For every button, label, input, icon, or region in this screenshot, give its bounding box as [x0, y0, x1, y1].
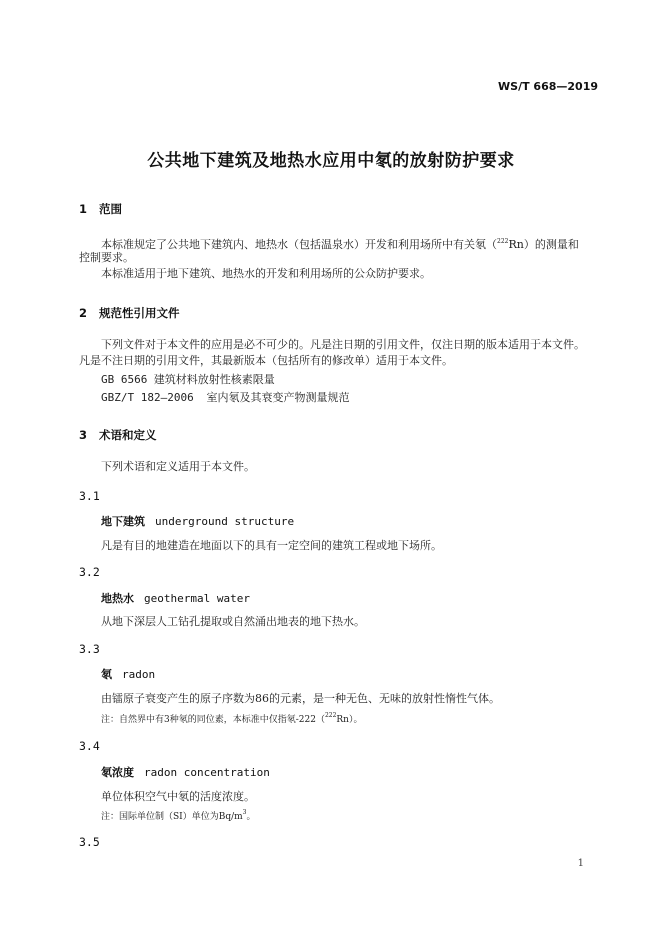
term-number: 3.4 [79, 739, 100, 753]
section-3-number: 3 [79, 428, 88, 442]
term-heading [101, 513, 294, 529]
term-en: radon concentration [144, 766, 270, 779]
term-zh: 氡 [101, 668, 112, 681]
term-note [101, 712, 362, 725]
term-zh: 地下建筑 [101, 515, 145, 528]
text-span: 注：自然界中有3种氡的同位素，本标准中仅指氡-222（ [101, 715, 325, 725]
section-2-title: 规范性引用文件 [99, 306, 180, 320]
term-zh: 氡浓度 [101, 766, 134, 779]
term-en: underground structure [155, 515, 295, 528]
section-1-title: 范围 [99, 202, 122, 216]
section-1-heading [79, 201, 122, 217]
term-note [101, 809, 256, 822]
term-number: 3.1 [79, 489, 100, 503]
term-definition: 由镭原子衰变产生的原子序数为86的元素，是一种无色、无味的放射性惰性气体。 [101, 692, 500, 705]
text-span: Rn）的测量和 [508, 238, 579, 251]
text-span: 注：国际单位制（SI）单位为Bq/m [101, 812, 243, 822]
reference-title: 建筑材料放射性核素限量 [153, 373, 275, 386]
term-zh: 地热水 [101, 592, 134, 605]
text-span: 本标准规定了公共地下建筑内、地热水（包括温泉水）开发和利用场所中有关氡（ [101, 238, 497, 251]
term-number: 3.5 [79, 835, 100, 849]
section-3-title: 术语和定义 [99, 428, 157, 442]
term-definition: 单位体积空气中氡的活度浓度。 [101, 790, 255, 803]
section-3-heading [79, 427, 157, 443]
reference-item [101, 372, 275, 388]
section-3-intro: 下列术语和定义适用于本文件。 [101, 460, 255, 473]
term-en: geothermal water [144, 592, 250, 605]
section-2-heading [79, 305, 180, 321]
isotope-superscript: 222 [324, 712, 337, 719]
term-number: 3.2 [79, 565, 100, 579]
section-2-number: 2 [79, 306, 88, 320]
text-span: 。 [246, 812, 256, 822]
reference-code: GB 6566 [101, 373, 148, 386]
term-definition: 凡是有目的地建造在地面以下的具有一定空间的建筑工程或地下场所。 [101, 539, 442, 552]
term-heading [101, 590, 250, 606]
reference-item [101, 390, 349, 406]
section-1-number: 1 [79, 202, 88, 216]
reference-title: 室内氡及其衰变产物测量规范 [206, 391, 350, 404]
section-1-paragraph-1-line-1 [101, 234, 579, 253]
unit-superscript: 3 [242, 809, 247, 816]
section-1-paragraph-2: 本标准适用于地下建筑、地热水的开发和利用场所的公众防护要求。 [101, 267, 431, 280]
term-heading [101, 764, 270, 780]
section-2-paragraph-line-2: 凡是不注日期的引用文件，其最新版本（包括所有的修改单）适用于本文件。 [79, 354, 453, 367]
term-definition: 从地下深层人工钻孔提取或自然涌出地表的地下热水。 [101, 615, 365, 628]
term-number: 3.3 [79, 642, 100, 656]
term-en: radon [122, 668, 156, 681]
reference-code: GBZ/T 182—2006 [101, 391, 194, 404]
section-2-paragraph-line-1: 下列文件对于本文件的应用是必不可少的。凡是注日期的引用文件，仅注日期的版本适用于本文件。 [101, 338, 585, 351]
page-number: 1 [577, 858, 584, 869]
text-span: Rn）。 [336, 715, 363, 725]
term-heading [101, 666, 155, 682]
isotope-superscript: 222 [497, 238, 509, 245]
document-title: 公共地下建筑及地热水应用中氡的放射防护要求 [147, 151, 515, 171]
standard-code: WS/T 668—2019 [498, 80, 598, 93]
section-1-paragraph-1-line-2: 控制要求。 [79, 251, 134, 264]
